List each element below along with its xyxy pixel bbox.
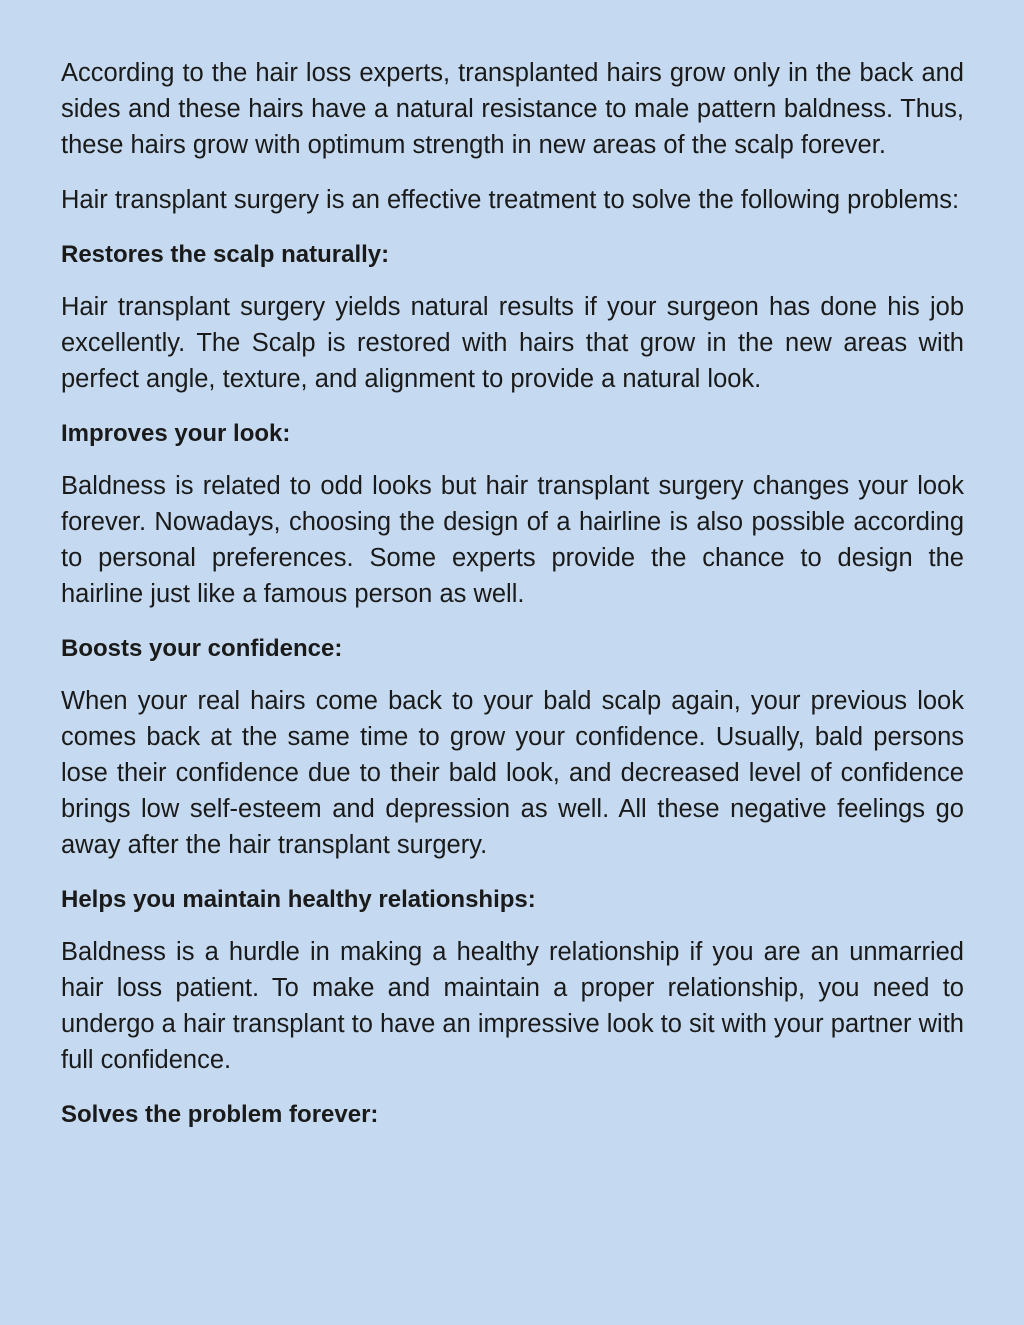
healthy-relationships-paragraph: Baldness is a hurdle in making a healthy relationship if you are an unmarried hair loss patient. To make and maintain a proper relationship, you need to undergo a hair transplant to have an impressive look to sit with your partner with full confidence. bbox=[61, 938, 964, 1074]
problems-intro-paragraph: Hair transplant surgery is an effective treatment to solve the following problems: bbox=[61, 186, 960, 214]
heading-improves-look: Improves your look: bbox=[61, 420, 291, 447]
heading-boosts-confidence: Boosts your confidence: bbox=[61, 635, 343, 662]
improves-look-paragraph: Baldness is related to odd looks but hair transplant surgery changes your look forever. Nowadays, choosing the design of a hairline is also possible according to personal preferences. Some experts provide the chance to design the hairline just like a famous person as well. bbox=[61, 472, 964, 608]
heading-healthy-relationships: Helps you maintain healthy relationships: bbox=[61, 886, 536, 913]
heading-restores-scalp: Restores the scalp naturally: bbox=[61, 241, 390, 268]
restores-scalp-paragraph: Hair transplant surgery yields natural results if your surgeon has done his job excellently. The Scalp is restored with hairs that grow in the new areas with perfect angle, texture, and alignment to provide a natural look. bbox=[61, 293, 964, 393]
heading-solves-problem: Solves the problem forever: bbox=[61, 1101, 379, 1128]
intro-paragraph: According to the hair loss experts, transplanted hairs grow only in the back and sides and these hairs have a natural resistance to male pattern baldness. Thus, these hairs grow with optimum strength in new areas of the scalp forever. bbox=[61, 59, 964, 159]
boosts-confidence-paragraph: When your real hairs come back to your bald scalp again, your previous look comes back at the same time to grow your confidence. Usually, bald persons lose their confidence due to their bald look, and decreased level of confidence brings low self-esteem and depression as well. All these negative feelings go away after the hair transplant surgery. bbox=[61, 687, 964, 859]
